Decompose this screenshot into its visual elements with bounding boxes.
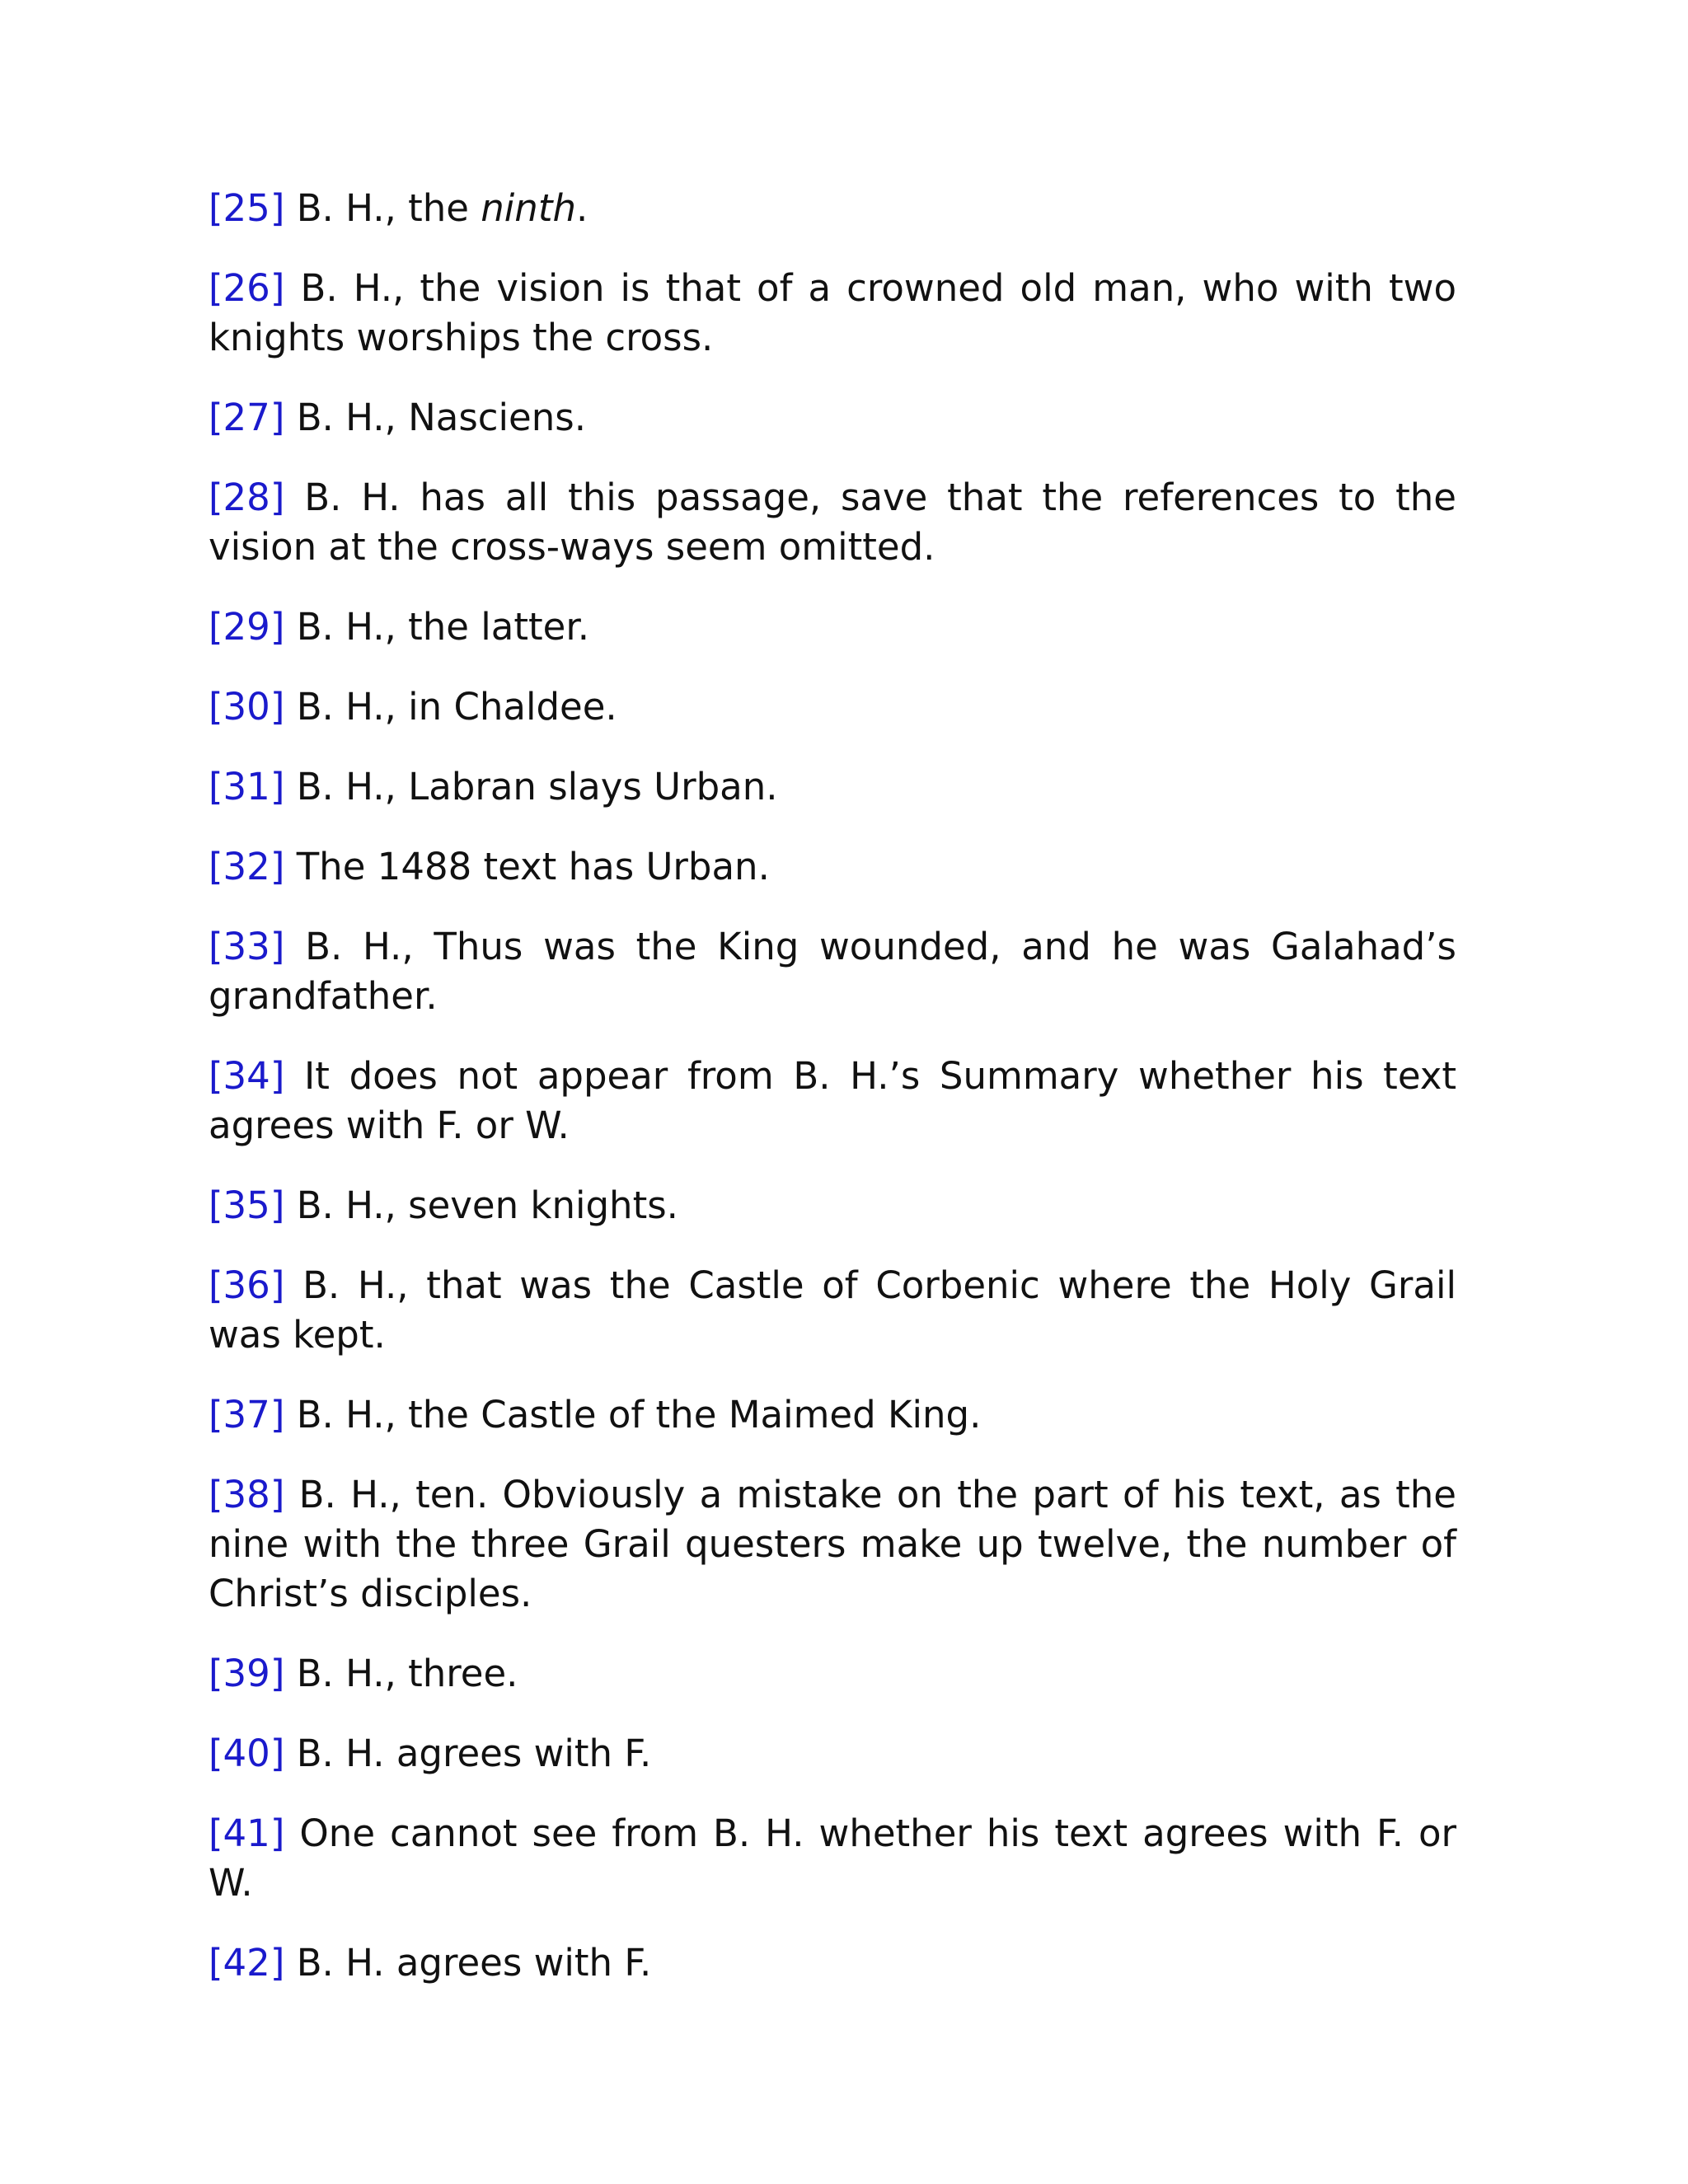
footnote-36 — [209, 1261, 1456, 1360]
footnote-39 — [209, 1649, 1456, 1699]
footnote-ref-link[interactable]: [40] — [209, 1732, 285, 1775]
footnote-ref-link[interactable]: [26] — [209, 266, 285, 310]
footnote-text: B. H., in Chaldee. — [296, 685, 617, 729]
footnote-text: B. H., Thus was the King wounded, and he was Galahad’s grandfather. — [209, 925, 1456, 1018]
footnote-30 — [209, 682, 1456, 732]
footnote-ref-link[interactable]: [33] — [209, 925, 285, 968]
footnote-ref-link[interactable]: [30] — [209, 685, 285, 729]
footnote-text: B. H. agrees with F. — [296, 1732, 652, 1775]
footnote-40 — [209, 1729, 1456, 1779]
footnote-28 — [209, 473, 1456, 572]
footnote-ref-link[interactable]: [34] — [209, 1054, 285, 1098]
footnote-26 — [209, 264, 1456, 363]
footnote-31 — [209, 762, 1456, 812]
footnote-text: B. H., ten. Obviously a mistake on the part of his text, as the nine with the three Grail questers make up twelve, the number of Christ’s disciples. — [209, 1473, 1456, 1615]
footnote-italic-text: ninth — [481, 186, 576, 230]
footnote-25 — [209, 184, 1456, 233]
footnote-41 — [209, 1809, 1456, 1908]
footnote-text: B. H., the — [296, 186, 481, 230]
footnote-27 — [209, 393, 1456, 443]
footnote-35 — [209, 1181, 1456, 1230]
footnote-34 — [209, 1052, 1456, 1151]
footnote-text: B. H., seven knights. — [296, 1183, 678, 1227]
footnote-33 — [209, 922, 1456, 1021]
footnote-ref-link[interactable]: [31] — [209, 765, 285, 808]
footnote-text: B. H., the Castle of the Maimed King. — [296, 1393, 982, 1436]
footnote-text: B. H., that was the Castle of Corbenic where the Holy Grail was kept. — [209, 1263, 1456, 1357]
footnote-ref-link[interactable]: [35] — [209, 1183, 285, 1227]
footnote-ref-link[interactable]: [36] — [209, 1263, 285, 1307]
footnote-42 — [209, 1938, 1456, 1988]
footnote-text: B. H. has all this passage, save that the references to the vision at the cross-ways seem omitted. — [209, 476, 1456, 569]
footnote-text: It does not appear from B. H.’s Summary whether his text agrees with F. or W. — [209, 1054, 1456, 1147]
footnote-ref-link[interactable]: [28] — [209, 476, 285, 519]
footnote-ref-link[interactable]: [27] — [209, 396, 285, 439]
footnote-text: B. H., Labran slays Urban. — [296, 765, 778, 808]
footnote-29 — [209, 602, 1456, 652]
footnote-ref-link[interactable]: [29] — [209, 605, 285, 649]
footnote-ref-link[interactable]: [25] — [209, 186, 285, 230]
footnote-32 — [209, 842, 1456, 892]
footnote-text: B. H. agrees with F. — [296, 1941, 652, 1985]
footnote-text: B. H., the latter. — [296, 605, 590, 649]
footnote-text: The 1488 text has Urban. — [296, 845, 770, 888]
footnotes-page — [209, 184, 1456, 2018]
footnote-text-suffix: . — [576, 186, 588, 230]
footnote-37 — [209, 1390, 1456, 1440]
footnote-ref-link[interactable]: [32] — [209, 845, 285, 888]
footnote-ref-link[interactable]: [42] — [209, 1941, 285, 1985]
footnote-text: B. H., Nasciens. — [296, 396, 587, 439]
footnote-ref-link[interactable]: [41] — [209, 1811, 285, 1855]
footnote-text: B. H., the vision is that of a crowned old man, who with two knights worships the cross. — [209, 266, 1456, 359]
footnote-ref-link[interactable]: [39] — [209, 1652, 285, 1695]
footnote-ref-link[interactable]: [38] — [209, 1473, 285, 1516]
footnote-ref-link[interactable]: [37] — [209, 1393, 285, 1436]
footnote-text: B. H., three. — [296, 1652, 518, 1695]
footnote-38 — [209, 1470, 1456, 1619]
footnote-text: One cannot see from B. H. whether his text agrees with F. or W. — [209, 1811, 1457, 1905]
